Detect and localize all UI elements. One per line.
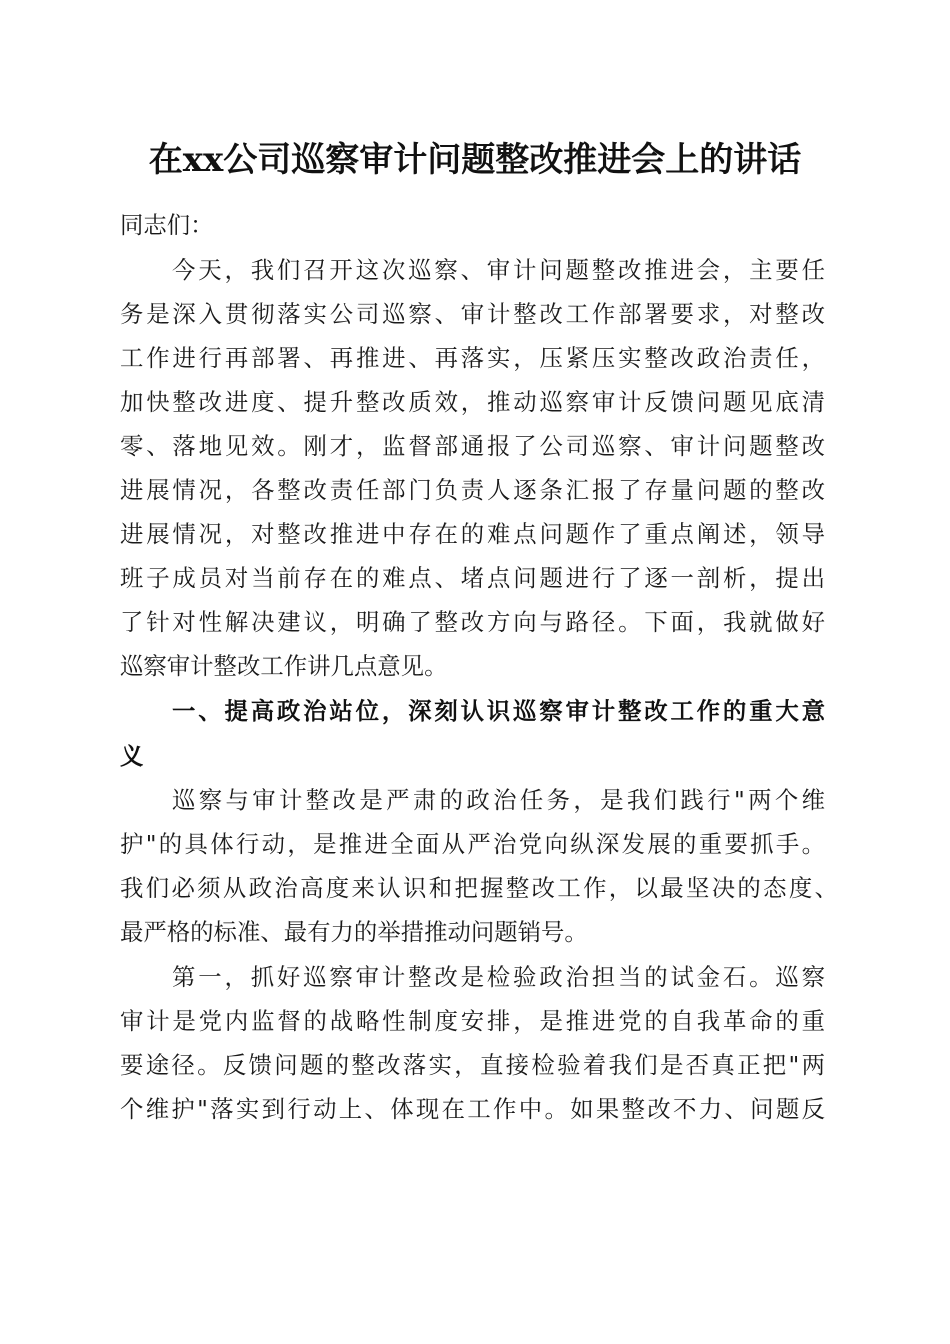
paragraph-line: 进展情况，各整改责任部门负责人逐条汇报了存量问题的整改 — [120, 476, 825, 504]
paragraph-line: 巡察审计整改工作讲几点意见。 — [120, 652, 448, 680]
paragraph-line: 工作进行再部署、再推进、再落实，压紧压实整改政治责任， — [120, 344, 825, 372]
paragraph-line: 个维护"落实到行动上、体现在工作中。如果整改不力、问题反 — [120, 1095, 825, 1123]
paragraph-line: 第一，抓好巡察审计整改是检验政治担当的试金石。巡察 — [172, 963, 825, 991]
paragraph-line: 今天，我们召开这次巡察、审计问题整改推进会，主要任 — [172, 256, 825, 284]
paragraph-line: 务是深入贯彻落实公司巡察、审计整改工作部署要求，对整改 — [120, 300, 825, 328]
paragraph-line: 零、落地见效。刚才，监督部通报了公司巡察、审计问题整改 — [120, 432, 825, 460]
paragraph-line: 了针对性解决建议，明确了整改方向与路径。下面，我就做好 — [120, 608, 825, 636]
paragraph-line: 加快整改进度、提升整改质效，推动巡察审计反馈问题见底清 — [120, 388, 825, 416]
paragraph-line: 巡察与审计整改是严肃的政治任务，是我们践行"两个维 — [172, 786, 825, 814]
paragraph-line: 审计是党内监督的战略性制度安排，是推进党的自我革命的重 — [120, 1007, 825, 1035]
paragraph-line: 进展情况，对整改推进中存在的难点问题作了重点阐述，领导 — [120, 520, 825, 548]
section-heading-continued: 义 — [120, 742, 144, 770]
paragraph-line: 护"的具体行动，是推进全面从严治党向纵深发展的重要抓手。 — [120, 830, 825, 858]
paragraph-line: 要途径。反馈问题的整改落实，直接检验着我们是否真正把"两 — [120, 1051, 825, 1079]
paragraph-line: 我们必须从政治高度来认识和把握整改工作，以最坚决的态度、 — [120, 874, 838, 902]
paragraph-line: 班子成员对当前存在的难点、堵点问题进行了逐一剖析，提出 — [120, 564, 825, 592]
section-heading: 一、提高政治站位，深刻认识巡察审计整改工作的重大意 — [172, 697, 825, 725]
paragraph-line: 最严格的标准、最有力的举措推动问题销号。 — [120, 918, 588, 946]
salutation: 同志们： — [120, 211, 214, 239]
document-title: 在xx公司巡察审计问题整改推进会上的讲话 — [148, 140, 802, 180]
